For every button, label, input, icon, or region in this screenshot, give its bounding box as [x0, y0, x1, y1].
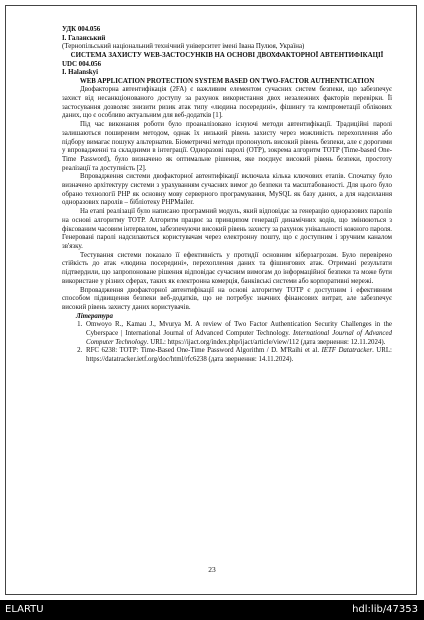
reference-item: 1. Omwoyo R., Kamau J., Mvurya M. A review of Two Factor Authentication Security Challenges in the Cyberspace | International Journal of Advanced Computer Technology. International Journal of Advanced Computer Technology. URL: https://ijact.org/index.php/ijact/article/view/112 (дата звернення: 12.11.2024).: [84, 321, 392, 347]
paragraph-4: На етапі реалізації було написано програмний модуль, який відповідає за генерацію одноразових паролів на основі алгоритму TOTP. Алгоритм працює за принципом генерації динамічних кодів, що змінюються з фіксованим часовим інтервалом, забезпечуючи високий рівень захисту за рахунок унікальності кожного пароля. Генеровані паролі надсилаються користувачам через електронну пошту, що є доступним і зручним каналом зв'язку.: [62, 208, 392, 250]
paragraph-3: Впровадження системи двофакторної автентифікації включала кілька ключових етапів. Спочатку було визначено архітектуру системи з урахуванням сучасних вимог до безпеки та масштабованості. Для цього було обрано технології PHP як основну мову серверного програмування, MySQL як базу даних, а для надсилання одноразових паролів – бібліотеку PHPMailer.: [62, 173, 392, 207]
document-page: [62, 26, 392, 365]
footer-handle: hdl:lib/47353: [352, 604, 418, 615]
author-en: I. Halanskyi: [62, 69, 98, 77]
page-number: 23: [208, 565, 216, 574]
paragraph-1: Двофакторна автентифікація (2FA) є важливим елементом сучасних систем безпеки, що забезпечує захист від несанкціонованого доступу за рахунок використання двох незалежних факторів перевірки. Її застосування дозволяє знизити ризик атак типу «людина посередині», фішингу та компрометації облікових даних, що є особливо актуальним для веб-додатків [1].: [62, 86, 392, 120]
paragraph-6: Впровадження двофакторної автентифікації на основі алгоритму TOTP є доступним і ефективним способом підвищення безпеки веб-додатків, що не потребує значних фінансових витрат, але забезпечує високий рівень захисту даних користувачів.: [62, 286, 392, 311]
paragraph-5: Тестування системи показало її ефективність у протидії основним кіберзагрозам. Було перевірено стійкість до атак «людина посередині», перехоплення даних та фішингових атак. Отримані результати підтвердили, що запропоноване рішення відповідає сучасним вимогам до інформаційної безпеки та може бути використане у різних сферах, таких як електронна комерція, банківські системи або корпоративні мережі.: [62, 251, 392, 285]
footer-bar: [0, 600, 424, 620]
title-en: WEB APPLICATION PROTECTION SYSTEM BASED ON TWO-FACTOR AUTHENTICATION: [79, 77, 375, 85]
references-list: [62, 321, 392, 365]
udc-en: UDC 004.056: [62, 60, 102, 68]
paragraph-2: Під час виконання роботи було проаналізовано існуючі методи автентифікації. Традиційні паролі залишаються поширеним методом, однак їх низький рівень захисту через можливість перехоплення або підбору вимагає пошуку альтернатив. Біометричні методи пропонують високий рівень безпеки, але є дорогими у впровадженні та складними в інтеграції. Одноразові паролі (OTP), зокрема алгоритм TOTP (Time-based One-Time Password), було визначено як оптимальне рішення, яке поєднує високий рівень безпеки, простоту реалізації та доступність [2].: [62, 121, 392, 172]
references-heading: Література: [76, 312, 113, 320]
author-uk: І. Галанський: [62, 34, 106, 42]
reference-item: 2. RFC 6238: TOTP: Time-Based One-Time Password Algorithm / D. M'Raihi et al. IETF Datatracker. URL: https://datatracker.ietf.org/doc/html/rfc6238 (дата звернення: 14.11.2024).: [84, 347, 392, 364]
affiliation: (Тернопільський національний технічний університет імені Івана Пулюя, Україна): [62, 43, 305, 51]
title-uk: СИСТЕМА ЗАХИСТУ WEB-ЗАСТОСУНКІВ НА ОСНОВІ ДВОХФАКТОРНОЇ АВТЕНТИФІКАЦІЇ: [70, 52, 384, 60]
footer-repository-name: ELARTU: [5, 604, 44, 615]
udc-uk: УДК 004.056: [62, 26, 101, 33]
